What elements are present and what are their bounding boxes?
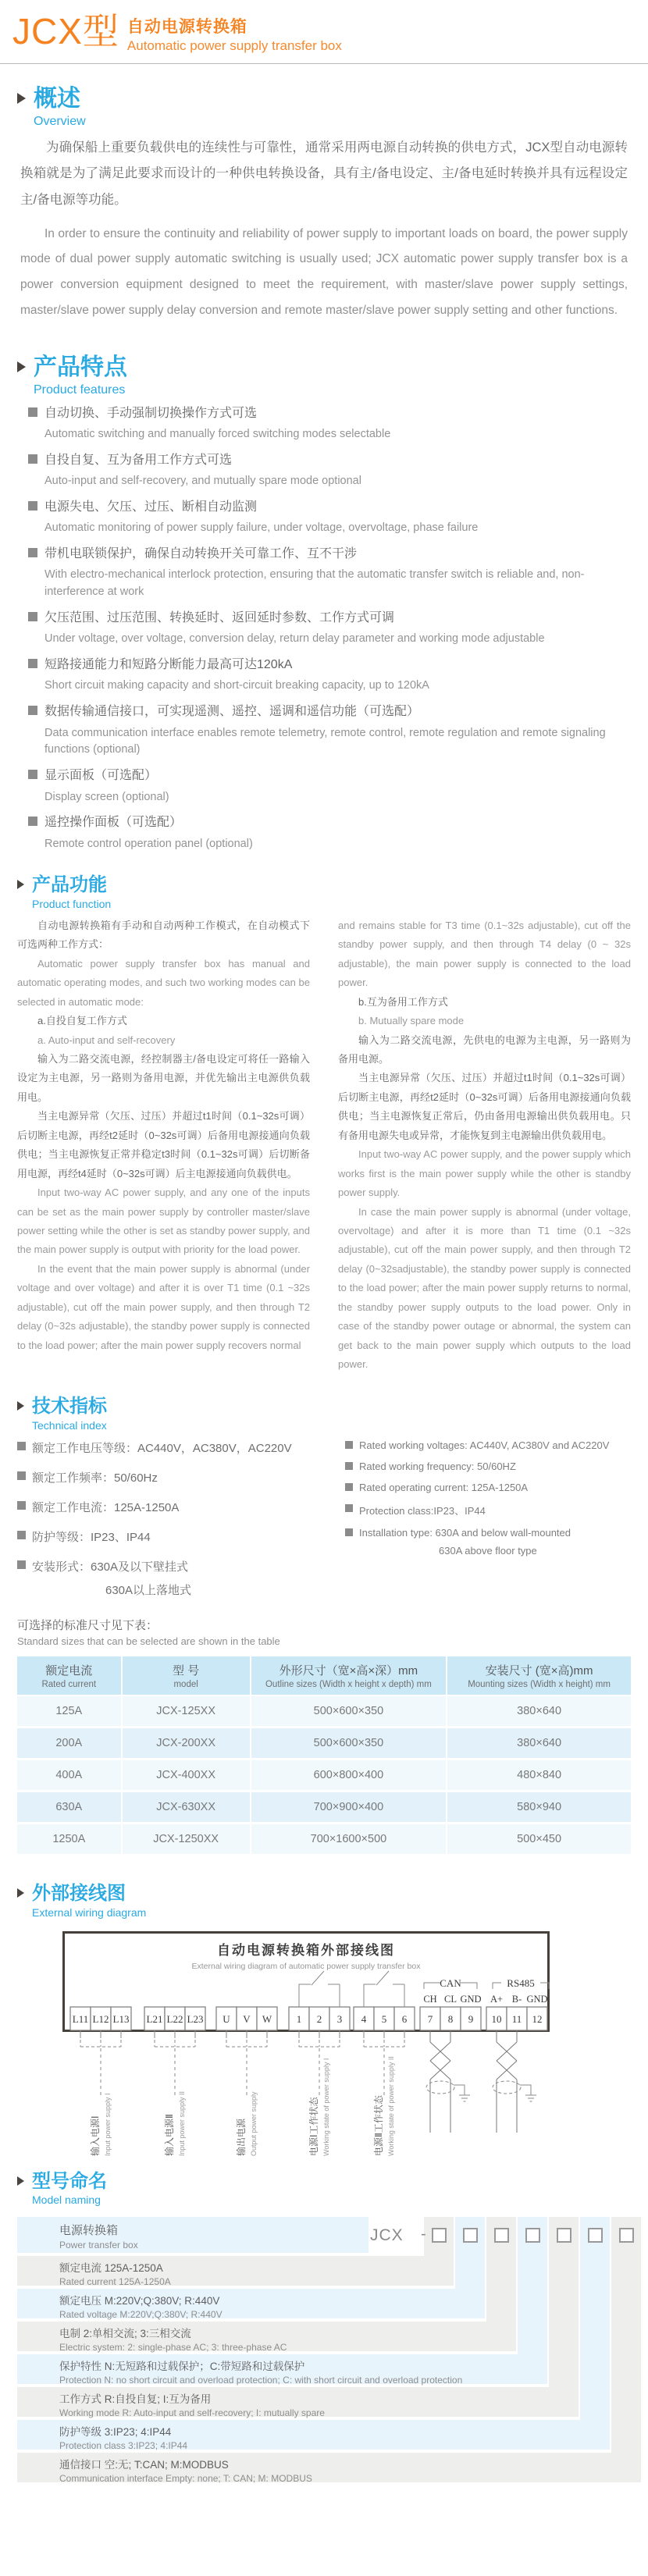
section-header-function — [17, 874, 631, 910]
tech-item: 额定工作电流：125A-1250A — [32, 1501, 180, 1515]
bus-pin-label: B- — [511, 1993, 522, 2005]
function-paragraph: b. Mutually spare mode — [358, 1015, 465, 1027]
terminal-label: L13 — [112, 2012, 130, 2025]
cell-model: JCX-1250XX — [122, 1823, 251, 1856]
terminal-label: 3 — [336, 2012, 343, 2025]
feature-item — [28, 655, 631, 695]
product-title-en: Automatic power supply transfer box — [126, 38, 342, 53]
group-label-cn: 输入电源Ⅰ — [90, 2115, 101, 2156]
bullet-square-icon — [345, 1483, 353, 1491]
naming-row-en: Protection N: no short circuit and overload protection; C: with short circuit and overload protection — [59, 2375, 463, 2386]
bullet-square-icon — [17, 1531, 26, 1539]
section-title-en: Model naming — [32, 2194, 101, 2207]
section-title-cn: 外部接线图 — [32, 1883, 126, 1905]
bullet-square-icon — [17, 1501, 26, 1510]
terminal-label: 8 — [447, 2012, 454, 2025]
cell-rated-current: 400A — [17, 1759, 122, 1791]
feature-item — [28, 544, 631, 601]
function-paragraph: a.自投自复工作方式 — [37, 1015, 127, 1027]
cell-model: JCX-200XX — [122, 1727, 251, 1759]
cell-mounting-size: 380×640 — [447, 1727, 631, 1759]
col-header-en: model — [173, 1680, 198, 1690]
feature-item — [28, 608, 631, 648]
cell-outline-size: 600×800×400 — [251, 1759, 447, 1791]
ground-icon — [525, 2095, 536, 2101]
naming-row — [17, 2354, 547, 2384]
technical-column-en — [345, 1439, 631, 1598]
terminal-label: 1 — [296, 2012, 302, 2025]
section-title-cn: 产品功能 — [32, 874, 107, 896]
function-paragraph: 输入为二路交流电源，先供电的电源为主电源，另一路则为备用电源。 — [338, 1034, 631, 1066]
section-title-en: Technical index — [32, 1419, 107, 1432]
tech-item: 安装形式：630A及以下壁挂式 — [32, 1560, 189, 1574]
bus-pin-label: GND — [460, 1993, 482, 2005]
terminal-label: W — [262, 2012, 272, 2025]
naming-row-cn: 保护特性 N:无短路和过载保护；C:带短路和过载保护 — [59, 2361, 305, 2373]
table-row — [17, 1791, 631, 1823]
bullet-square-icon — [28, 612, 37, 621]
section-title-cn: 技术指标 — [32, 1396, 107, 1418]
bullet-square-icon — [28, 817, 37, 826]
group-label-en: Input power supply I — [104, 2093, 112, 2156]
size-table-header-row — [17, 1656, 631, 1695]
section-header-features — [17, 354, 631, 397]
cell-rated-current: 200A — [17, 1727, 122, 1759]
col-header-cn: 型 号 — [173, 1664, 200, 1678]
section-header-overview — [17, 86, 631, 129]
cell-mounting-size: 580×940 — [447, 1791, 631, 1823]
section-header-naming — [17, 2171, 631, 2207]
function-paragraph: In case the main power supply is abnormal (under voltage, overvoltage) and after it is more than T1 time (0.1 ~32s adjustable), cut off the main power supply, and then through T2 delay (0~32sadjustable), the standby power supply is connected to the load power; after the main power supply returns to normal, the standby power supply outputs to the load power. Only in case of the standby power outage or abnormal, the system can get back to the main power supply which outputs to the load power. — [338, 1205, 631, 1371]
bullet-square-icon — [28, 659, 37, 668]
function-paragraph: 自动电源转换箱有手动和自动两种工作模式，在自动模式下可选两种工作方式： — [17, 919, 310, 951]
wiring-diagram-container — [62, 1931, 631, 2166]
diagram-title-en: External wiring diagram of automatic power supply transfer box — [191, 1961, 421, 1971]
bus-pin-label: CL — [444, 1993, 457, 2005]
tech-item: Rated operating current: 125A-1250A — [359, 1482, 529, 1494]
naming-row-cn: 电制 2:单相交流; 3:三相交流 — [59, 2328, 191, 2340]
feature-en: Display screen (optional) — [45, 790, 169, 803]
model-code-box — [494, 2228, 509, 2243]
section-title-cn: 产品特点 — [34, 354, 127, 381]
model-prefix: JCX — [370, 2226, 404, 2245]
feature-cn: 短路接通能力和短路分断能力最高可达120kA — [45, 658, 293, 672]
naming-row-en: Rated voltage M:220V;Q:380V; R:440V — [59, 2309, 223, 2321]
tech-item: Rated working frequency: 50/60HZ — [359, 1461, 516, 1473]
terminal-label: L22 — [166, 2012, 183, 2025]
diagram-title-cn: 自动电源转换箱外部接线图 — [217, 1942, 395, 1958]
group-bracket — [364, 2040, 404, 2047]
group-label-en: Input power supply II — [178, 2090, 186, 2156]
bullet-square-icon — [28, 454, 37, 464]
cell-outline-size: 500×600×350 — [251, 1727, 447, 1759]
feature-item — [28, 813, 631, 852]
function-paragraph: 输入为二路交流电源，经控制器主/备电设定可将任一路输入设定为主电源，另一路则为备用电源，并优先输出主电源供负载用电。 — [17, 1053, 310, 1103]
naming-row-cn: 额定电压 M:220V;Q:380V; R:440V — [59, 2295, 220, 2307]
feature-cn: 带机电联锁保护，确保自动转换开关可靠工作、互不干涉 — [45, 547, 358, 561]
section-title-cn: 型号命名 — [32, 2170, 107, 2192]
section-title-en: Product function — [32, 897, 112, 910]
table-row — [17, 1759, 631, 1791]
bullet-square-icon — [345, 1528, 353, 1536]
terminal-label: L11 — [72, 2012, 89, 2025]
section-title-en: Product features — [34, 382, 126, 397]
group-label-en: Output power supply — [250, 2091, 258, 2156]
switch-blade — [376, 1971, 389, 1985]
function-paragraph: and remains stable for T3 time (0.1~32s adjustable), cut off the standby power supply, and then through T4 delay (0 ~ 32s adjustable), the main power supply is connected to the load power. — [338, 919, 631, 989]
cell-mounting-size: 380×640 — [447, 1695, 631, 1727]
function-paragraph: In the event that the main power supply is abnormal (under voltage and over voltage) and after it is over T1 time (0.1 ~32s adjustable), cut off the main power supply, and then through T2 delay (0~32s adjustable), the standby power supply is connected to the load power; after the main power supply recovers normal — [17, 1262, 310, 1351]
col-header-cn: 外形尺寸（宽×高×深）mm — [279, 1664, 418, 1678]
table-row — [17, 1695, 631, 1727]
naming-row — [17, 2217, 369, 2253]
cell-model: JCX-400XX — [122, 1759, 251, 1791]
product-model: JCX型 — [12, 11, 119, 52]
feature-cn: 遥控操作面板（可选配） — [45, 816, 183, 830]
feature-item — [28, 702, 631, 759]
terminal-label: L23 — [187, 2012, 204, 2025]
group-bracket — [226, 2040, 267, 2047]
naming-row-en: Power transfer box — [59, 2240, 138, 2251]
naming-row — [17, 2256, 454, 2286]
function-columns — [17, 916, 631, 1375]
group-label-cn: 电源Ⅰ工作状态 — [308, 2097, 319, 2156]
technical-column-cn — [17, 1439, 345, 1598]
terminal-label: 12 — [532, 2012, 543, 2025]
can-label: CAN — [440, 1976, 461, 1989]
cell-model: JCX-630XX — [122, 1791, 251, 1823]
feature-en: Short circuit making capacity and short-circuit breaking capacity, up to 120kA — [45, 679, 429, 692]
bullet-square-icon — [345, 1462, 353, 1470]
tech-item: Protection class:IP23、IP44 — [359, 1505, 486, 1517]
cell-rated-current: 125A — [17, 1695, 122, 1727]
table-row — [17, 1823, 631, 1856]
terminal-label: V — [243, 2012, 251, 2025]
bullet-square-icon — [17, 1471, 26, 1480]
bus-pin-label: CH — [423, 1993, 437, 2005]
cell-rated-current: 1250A — [17, 1823, 122, 1856]
ground-lead — [520, 2085, 531, 2095]
function-paragraph: a. Auto-input and self-recovery — [37, 1034, 176, 1046]
feature-en: Auto-input and self-recovery, and mutually spare mode optional — [45, 475, 361, 488]
model-dash: - — [421, 2226, 426, 2243]
naming-row — [17, 2322, 516, 2354]
tech-item: 额定工作电压等级：AC440V，AC380V，AC220V — [32, 1442, 292, 1456]
model-code-box — [432, 2228, 447, 2243]
feature-cn: 自动切换、手动强制切换操作方式可选 — [45, 406, 258, 420]
model-code-box — [619, 2228, 634, 2243]
ground-lead — [454, 2085, 465, 2095]
wiring-diagram — [62, 1931, 554, 2162]
terminal-label: L21 — [146, 2012, 163, 2025]
bus-pin-label: GND — [526, 1993, 548, 2005]
naming-row — [17, 2453, 641, 2485]
bullet-square-icon — [28, 770, 37, 779]
cell-outline-size: 700×900×400 — [251, 1791, 447, 1823]
section-title-cn: 概述 — [34, 86, 80, 112]
feature-en: Data communication interface enables remote telemetry, remote control, remote regulation and remote signaling functions (optional) — [45, 726, 606, 756]
terminal-label: 6 — [401, 2012, 408, 2025]
model-code-box — [463, 2228, 478, 2243]
naming-row-en: Working mode R: Auto-input and self-recovery; I: mutually spare — [59, 2407, 325, 2419]
group-label-cn: 输出电源 — [236, 2118, 247, 2156]
section-title-en: External wiring diagram — [32, 1905, 147, 1919]
col-header-cn: 额定电流 — [45, 1664, 93, 1678]
naming-row-cn: 额定电流 125A-1250A — [59, 2262, 163, 2275]
feature-en: Remote control operation panel (optional) — [45, 837, 253, 850]
terminal-label: 10 — [491, 2012, 502, 2025]
feature-cn: 显示面板（可选配） — [45, 769, 158, 783]
feature-cn: 数据传输通信接口，可实现遥测、遥控、遥调和遥信功能（可选配） — [45, 705, 420, 719]
naming-row-cn: 电源转换箱 — [59, 2224, 119, 2238]
terminal-label: 7 — [427, 2012, 433, 2025]
model-code-box — [588, 2228, 603, 2243]
feature-en: Automatic monitoring of power supply failure, under voltage, overvoltage, phase failure — [45, 521, 479, 535]
group-label-cn: 电源Ⅱ工作状态 — [373, 2094, 384, 2156]
col-header-cn: 安装尺寸 (宽×高)mm — [485, 1664, 593, 1678]
naming-row — [17, 2387, 579, 2417]
naming-stripe — [611, 2217, 641, 2482]
feature-en: With electro-mechanical interlock protection, ensuring that the automatic transfer switch is reliable and, non-interference at work — [45, 568, 585, 599]
group-label-en: Working state of power supply I — [322, 2058, 330, 2156]
group-label-cn: 输入电源Ⅱ — [164, 2113, 175, 2156]
product-title-block — [127, 12, 342, 54]
product-title-cn: 自动电源转换箱 — [126, 18, 247, 36]
function-paragraph: Input two-way AC power supply, and any one of the inputs can be set as the main power supply by controller master/slave power setting while the other is set as standby power supply, and the main power supply is output with priority for the load power. — [17, 1187, 310, 1256]
terminal-label: 4 — [361, 2012, 367, 2025]
table-note-en: Standard sizes that can be selected are shown in the table — [17, 1635, 280, 1648]
group-bracket — [155, 2040, 195, 2047]
section-triangle-icon — [17, 880, 24, 889]
tech-item: 额定工作频率：50/60Hz — [32, 1471, 158, 1485]
overview-paragraph-cn: 为确保船上重要负载供电的连续性与可靠性，通常采用两电源自动转换的供电方式，JCX型自动电源转换箱就是为了满足此要求而设计的一种供电转换设备，具有主/备电设定、主/备电延时转换并具有远程设定主/备电源等功能。 — [20, 140, 628, 208]
table-note-cn: 可选择的标准尺寸见下表： — [17, 1619, 158, 1633]
bullet-square-icon — [28, 407, 37, 417]
section-triangle-icon — [17, 1888, 24, 1898]
cell-outline-size: 500×600×350 — [251, 1695, 447, 1727]
cell-mounting-size: 480×840 — [447, 1759, 631, 1791]
group-label-en: Working state of power supply II — [387, 2055, 395, 2156]
naming-row — [17, 2289, 485, 2321]
function-paragraph: 当主电源异常（欠压、过压）并超过t1时间（0.1~32s可调）后切断主电源，再经t2延时（0~32s可调）后备用电源接通向负载供电；当主电源恢复正常并稳定t3时间（0.1~32s可调）后切断备用电源，再经t4延时（0~32s可调）后主电源接通向负载供电。 — [17, 1110, 310, 1179]
bullet-square-icon — [28, 548, 37, 557]
table-row — [17, 1727, 631, 1759]
naming-stripe — [580, 2217, 610, 2450]
function-paragraph: Input two-way AC power supply, and the power supply which works first is the main power supply while the other is standby power supply. — [338, 1148, 631, 1199]
section-header-technical — [17, 1396, 631, 1432]
feature-cn: 自投自复、互为备用工作方式可选 — [45, 453, 233, 467]
col-header-en: Rated current — [41, 1680, 97, 1690]
feature-item — [28, 497, 631, 537]
model-code-box — [557, 2228, 571, 2243]
terminal-label: 9 — [468, 2012, 474, 2025]
group-bracket — [299, 2040, 340, 2047]
overview-paragraph-en: In order to ensure the continuity and reliability of power supply to important loads on board, the power supply mode of dual power supply automatic switching is usually used; JCX automatic power supply transfer box is a power conversion equipment designed to meet the requirement, with master/slave power supply settings, master/slave power supply delay conversion and remote master/slave power supply setting and other functions. — [20, 226, 628, 317]
feature-cn: 电源失电、欠压、过压、断相自动监测 — [45, 500, 258, 514]
naming-row-en: Electric system: 2: single-phase AC; 3: three-phase AC — [59, 2342, 287, 2354]
bullet-square-icon — [28, 501, 37, 511]
group-bracket — [80, 2040, 121, 2047]
section-header-wiring — [17, 1883, 631, 1919]
naming-row-cn: 防护等级 3:IP23; 4:IP44 — [59, 2426, 172, 2439]
cell-rated-current: 630A — [17, 1791, 122, 1823]
cell-mounting-size: 500×450 — [447, 1823, 631, 1856]
bullet-square-icon — [17, 1560, 26, 1569]
function-paragraph: 当主电源异常（欠压、过压）并超过t1时间（0.1~32s可调）后切断主电源，再经t2延时（0~32s可调）后备用电源接通向负载供电；当主电源恢复正常后，仍由备用电源输出供负载用电。只有备用电源失电或异常，才能恢复到主电源输出供负载用电。 — [338, 1072, 631, 1141]
feature-item — [28, 766, 631, 806]
feature-en: Under voltage, over voltage, conversion delay, return delay parameter and working mode adjustable — [45, 632, 545, 646]
size-table — [17, 1656, 631, 1856]
feature-item — [28, 404, 631, 443]
tech-item: Installation type: 630A and below wall-mounted — [359, 1527, 571, 1539]
naming-row-en: Communication interface Empty: none; T: CAN; M: MODBUS — [59, 2473, 312, 2485]
function-paragraph: b.互为备用工作方式 — [358, 995, 448, 1008]
naming-row-en: Protection class 3:IP23; 4:IP44 — [59, 2440, 188, 2452]
model-naming-ladder — [17, 2217, 631, 2485]
naming-row-en: Rated current 125A-1250A — [59, 2276, 171, 2288]
section-triangle-icon — [17, 2176, 24, 2186]
model-code-box — [525, 2228, 540, 2243]
tech-item: 防护等级：IP23、IP44 — [32, 1531, 151, 1545]
section-title-en: Overview — [34, 114, 86, 128]
bullet-square-icon — [345, 1441, 353, 1449]
naming-row — [17, 2420, 610, 2450]
function-column-left — [17, 916, 310, 1375]
naming-row-cn: 工作方式 R:自投自复; I:互为备用 — [59, 2393, 212, 2406]
terminal-label: 2 — [316, 2012, 322, 2025]
ground-icon — [459, 2095, 470, 2101]
section-triangle-icon — [17, 1401, 24, 1411]
bullet-square-icon — [17, 1442, 26, 1450]
terminal-label: L12 — [92, 2012, 109, 2025]
tech-item-extra: 630A above floor type — [439, 1545, 537, 1557]
feature-en: Automatic switching and manually forced switching modes selectable — [45, 428, 391, 441]
terminal-label: U — [223, 2012, 230, 2025]
switch-symbol — [364, 1984, 404, 2007]
tech-item: Rated working voltages: AC440V, AC380V and AC220V — [359, 1439, 610, 1452]
tech-item-extra: 630A以上落地式 — [105, 1584, 192, 1598]
function-paragraph: Automatic power supply transfer box has manual and automatic operating modes, and such two working modes can be selected in automatic mode: — [17, 957, 310, 1008]
header-divider — [0, 63, 648, 64]
terminal-label: 5 — [381, 2012, 387, 2025]
function-column-right — [338, 916, 631, 1375]
technical-columns — [17, 1439, 631, 1598]
cell-model: JCX-125XX — [122, 1695, 251, 1727]
col-header-en: Mounting sizes (Width x height) mm — [468, 1680, 611, 1690]
bullet-square-icon — [28, 706, 37, 715]
section-triangle-icon — [17, 361, 26, 372]
page-header — [0, 0, 648, 54]
terminal-label: 11 — [511, 2012, 522, 2025]
rs485-label: RS485 — [507, 1976, 535, 1989]
naming-row-cn: 通信接口 空:无; T:CAN; M:MODBUS — [59, 2459, 229, 2471]
cell-outline-size: 700×1600×500 — [251, 1823, 447, 1856]
feature-item — [28, 450, 631, 490]
switch-symbol — [299, 1984, 340, 2007]
bullet-square-icon — [345, 1504, 353, 1512]
feature-cn: 欠压范围、过压范围、转换延时、返回延时参数、工作方式可调 — [45, 610, 395, 624]
switch-blade — [312, 1971, 324, 1985]
section-triangle-icon — [17, 93, 26, 104]
col-header-en: Outline sizes (Width x height x depth) mm — [265, 1680, 432, 1690]
bus-pin-label: A+ — [490, 1993, 504, 2005]
